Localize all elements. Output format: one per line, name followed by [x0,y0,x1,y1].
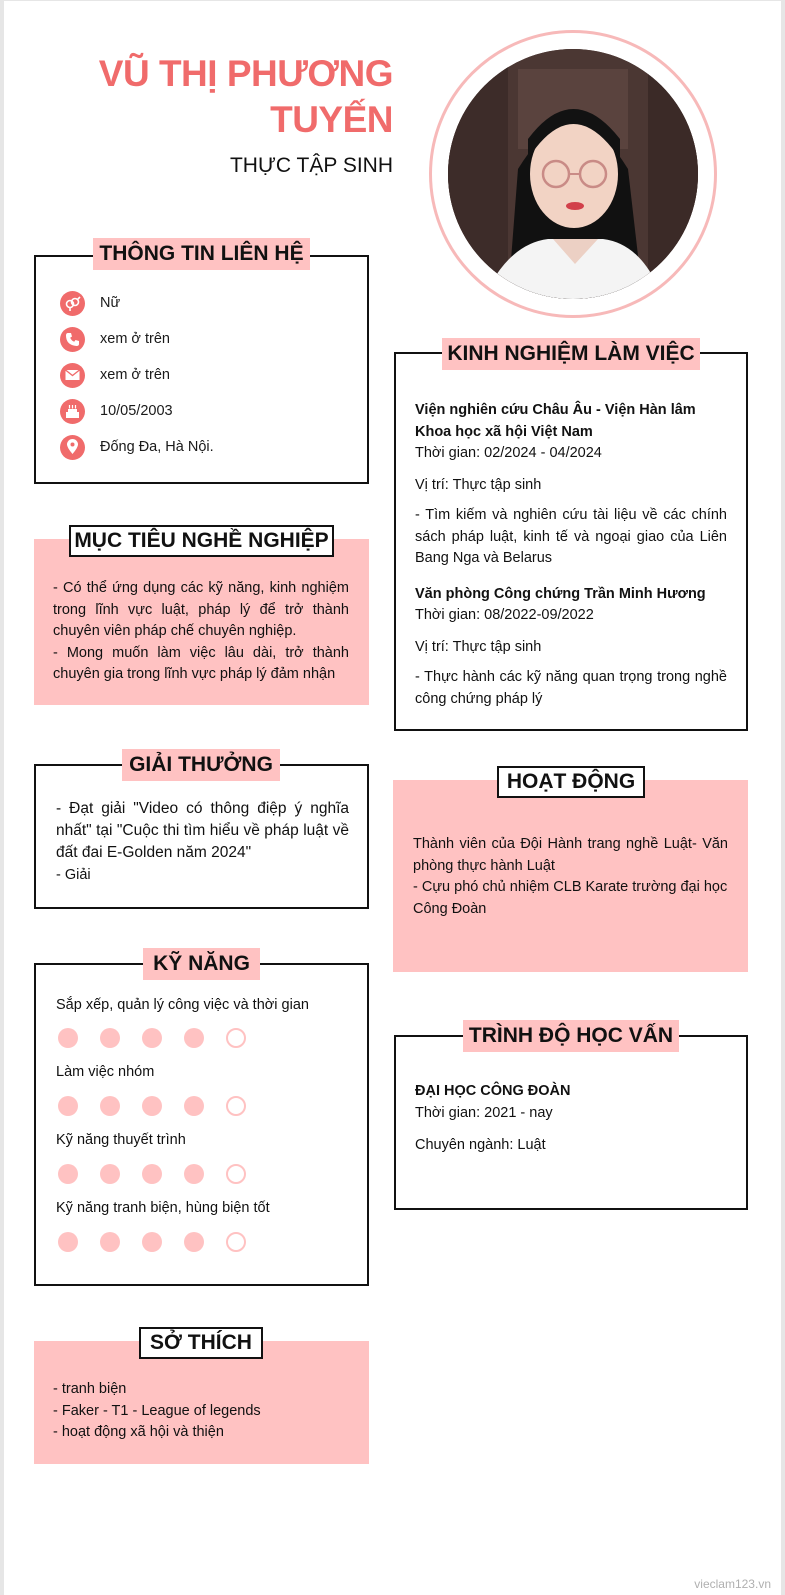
skill-label: Làm việc nhóm [56,1064,155,1080]
rating-dot-empty [226,1028,246,1048]
hobby-item: - hoạt động xã hội và thiện [53,1424,224,1440]
skills-heading: KỸ NĂNG [143,948,260,980]
education-heading: TRÌNH ĐỘ HỌC VẤN [463,1020,679,1052]
watermark: vieclam123.vn [694,1577,771,1591]
objective-section [34,539,369,705]
skill-rating [58,1096,268,1116]
hobbies-section [34,1341,369,1464]
rating-dot-filled [100,1028,120,1048]
job-description: - Thực hành các kỹ năng quan trọng trong nghề công chứng pháp lý [415,669,727,707]
job-company: Văn phòng Công chứng Trần Minh Hương [415,585,706,602]
rating-dot-filled [100,1232,120,1252]
skill-label: Kỹ năng thuyết trình [56,1132,186,1148]
job-time: Thời gian: 08/2022-09/2022 [415,607,594,623]
activities-line-1: Thành viên của Đội Hành trang nghề Luật- Văn phòng thực hành Luật [413,836,728,874]
rating-dot-filled [184,1164,204,1184]
birthday-icon [60,399,85,424]
name-line-2: TUYẾN [270,99,393,140]
rating-dot-filled [142,1232,162,1252]
portrait-photo [448,49,698,299]
contact-item-email [60,362,170,388]
education-section [394,1035,748,1210]
awards-section [34,764,369,909]
awards-line-1: - Đạt giải "Video có thông điệp ý nghĩa nhất" tại "Cuộc thi tìm hiểu về pháp luật về đất đai E-Golden năm 2024" [56,800,349,861]
rating-dot-filled [58,1164,78,1184]
rating-dot-filled [184,1232,204,1252]
contact-text-birthday: 10/05/2003 [100,403,173,419]
job-position: Vị trí: Thực tập sinh [415,476,542,493]
hobby-item: - Faker - T1 - League of legends [53,1402,261,1419]
education-time: Thời gian: 2021 - nay [415,1104,553,1121]
objective-text [53,578,349,686]
cv-page [4,1,781,1595]
activities-heading: HOẠT ĐỘNG [497,766,645,798]
avatar [448,49,698,299]
education-content [415,1081,727,1157]
contact-text-phone: xem ở trên [100,331,170,347]
rating-dot-filled [100,1096,120,1116]
contact-item-phone [60,326,170,352]
contact-item-location [60,434,214,460]
activities-section [393,780,748,972]
hobby-item: - tranh biện [53,1381,127,1397]
awards-line-2: - Giải [56,867,91,883]
hobbies-list [53,1379,349,1444]
skill-label: Sắp xếp, quản lý công việc và thời gian [56,997,309,1013]
phone-icon [60,327,85,352]
skill-rating [58,1164,268,1184]
candidate-name [63,51,393,143]
rating-dot-filled [184,1028,204,1048]
contact-text-location: Đống Đa, Hà Nội. [100,439,214,455]
rating-dot-filled [142,1028,162,1048]
gender-icon [60,291,85,316]
experience-section [394,352,748,731]
activities-line-2: - Cựu phó chủ nhiệm CLB Karate trường đại học Công Đoàn [413,879,728,917]
objective-line-2: - Mong muốn làm việc lâu dài, trở thành chuyên gia trong lĩnh vực pháp lý đảm nhận [53,644,349,682]
job-time: Thời gian: 02/2024 - 04/2024 [415,445,602,461]
email-icon [60,363,85,388]
rating-dot-empty [226,1164,246,1184]
contact-item-birthday [60,398,173,424]
contact-heading: THÔNG TIN LIÊN HỆ [93,238,310,270]
contact-text-gender: Nữ [100,295,121,311]
objective-line-1: - Có thể ứng dụng các kỹ năng, kinh nghiệm trong lĩnh vực luật, pháp lý để trở thành chuyên viên pháp chế chuyên nghiệp. [53,580,349,639]
objective-heading: MỤC TIÊU NGHỀ NGHIỆP [69,525,334,557]
rating-dot-empty [226,1232,246,1252]
experience-content [415,400,727,710]
contact-item-gender [60,290,120,316]
rating-dot-filled [142,1164,162,1184]
activities-text [413,834,728,920]
rating-dot-empty [226,1096,246,1116]
awards-text [56,798,349,886]
skill-label: Kỹ năng tranh biện, hùng biện tốt [56,1200,270,1216]
rating-dot-filled [142,1096,162,1116]
job-description: - Tìm kiếm và nghiên cứu tài liệu về các chính sách pháp luật, kinh tế và ngoại giao của Liên Bang Nga và Belarus [415,507,727,566]
rating-dot-filled [184,1096,204,1116]
name-line-1: VŨ THỊ PHƯƠNG [98,53,393,94]
avatar-frame [429,30,717,318]
hobbies-heading: SỞ THÍCH [139,1327,263,1359]
rating-dot-filled [100,1164,120,1184]
education-major: Chuyên ngành: Luật [415,1137,546,1153]
rating-dot-filled [58,1232,78,1252]
education-school: ĐẠI HỌC CÔNG ĐOÀN [415,1083,571,1099]
awards-heading: GIẢI THƯỞNG [122,749,280,781]
job-company: Viện nghiên cứu Châu Âu - Viện Hàn lâm Khoa học xã hội Việt Nam [415,402,696,440]
skills-section [34,963,369,1286]
location-icon [60,435,85,460]
candidate-role: THỰC TẬP SINH [229,154,393,177]
skill-rating [58,1028,268,1048]
experience-heading: KINH NGHIỆM LÀM VIỆC [442,338,700,370]
job-position: Vị trí: Thực tập sinh [415,638,542,655]
rating-dot-filled [58,1028,78,1048]
rating-dot-filled [58,1096,78,1116]
contact-text-email: xem ở trên [100,367,170,383]
contact-section [34,255,369,484]
skill-rating [58,1232,268,1252]
